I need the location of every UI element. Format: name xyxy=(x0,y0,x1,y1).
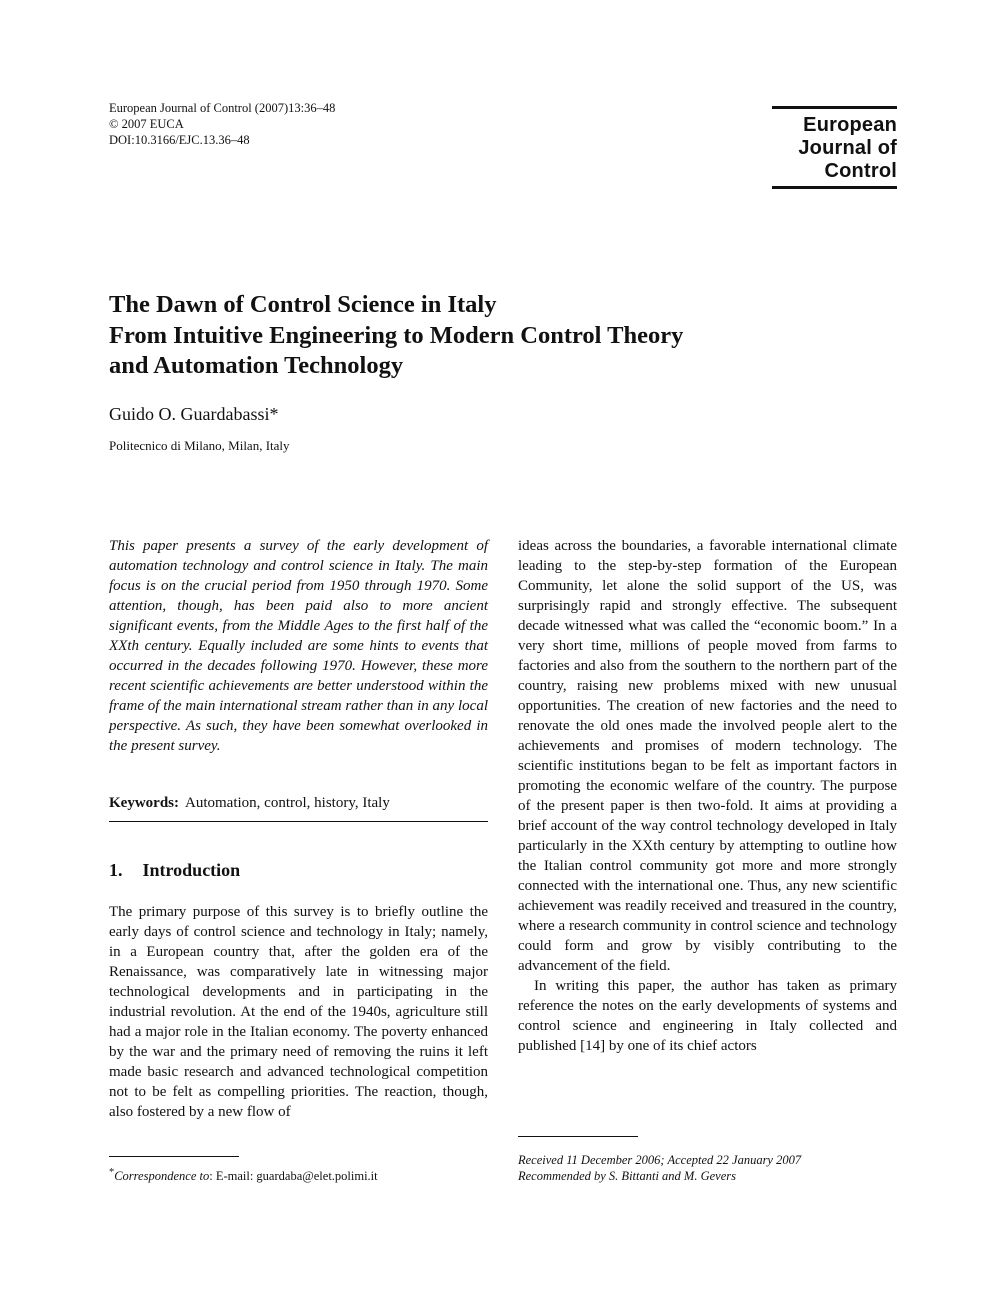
intro-text: The primary purpose of this survey is to briefly outline the early days of control science and technology in Italy; namely, in a European country that, after the golden era of the Renaissance, was comparatively late in witnessing major technological developments and in participating in the industrial revolution. At the end of the 1940s, agriculture still had a major role in the Italian economy. The poverty enhanced by the war and the primary need of removing the ruins it left made basic research and advanced technological competition not to be felt as compelling priorities. The reaction, though, also fostered by a new flow of xyxy=(109,904,488,1120)
footnote-marker: * xyxy=(109,1167,115,1178)
right-paragraph-1: ideas across the boundaries, a favorable international climate leading to the step-by-step formation of the European Community, let alone the solid support of the US, was surprisingly rapid and strongly effective. The subsequent decade witnessed what was called the “economic boom.” In a very short time, millions of people moved from farms to factories and also from the southern to the northern part of the country, raising new problems mixed with new unusual opportunities. The creation of new factories and the need to renovate the old ones made the involved people alert to the achievements and promises of modern technology. The scientific institutions began to be felt as important factors in promoting the economic welfare of the country. The purpose of the present paper is then two-fold. It aims at providing a brief account of the way control technology developed in Italy particularly in the XXth century by attempting to outline how the Italian control community got more and more strongly connected with the international one. Thus, any new scientific achievement was readily received and treasured in the country, where a research community in control science and technology could form and grow by visibly contributing to the advancement of the field. xyxy=(518,538,897,974)
title-line-3: and Automation Technology xyxy=(109,352,404,379)
section-title: Introduction xyxy=(142,860,241,880)
author-affiliation: Politecnico di Milano, Milan, Italy xyxy=(109,438,290,453)
title-line-1: The Dawn of Control Science in Italy xyxy=(109,291,497,318)
section-number: 1. xyxy=(109,860,123,880)
right-column xyxy=(518,536,897,1056)
keywords-label: Keywords: xyxy=(109,795,179,811)
logo-line-1: European xyxy=(803,114,897,136)
logo-line-3: Control xyxy=(824,160,897,182)
logo-line-2: Journal of xyxy=(798,137,897,159)
journal-logo xyxy=(772,106,897,189)
citation-header xyxy=(109,100,335,148)
journal-citation: European Journal of Control (2007)13:36–48 xyxy=(109,101,336,115)
keywords-value: Automation, control, history, Italy xyxy=(185,795,390,811)
intro-paragraph xyxy=(109,902,488,1122)
section-heading xyxy=(109,860,240,881)
received-dates: Received 11 December 2006; Accepted 22 January 2007 xyxy=(518,1153,802,1167)
paper-title xyxy=(109,290,809,382)
doi: DOI:10.3166/EJC.13.36–48 xyxy=(109,133,250,147)
copyright: © 2007 EUCA xyxy=(109,117,184,131)
abstract xyxy=(109,536,488,756)
correspondence-footnote xyxy=(109,1167,378,1184)
logo-bottom-rule xyxy=(772,186,897,189)
keywords-divider xyxy=(109,821,488,822)
title-line-2: From Intuitive Engineering to Modern Control Theory xyxy=(109,321,684,349)
abstract-text: This paper presents a survey of the early development of automation technology and control science in Italy. The main focus is on the crucial period from 1950 through 1970. Some attention, though, has been paid also to more ancient significant events, from the Middle Ages to the first half of the XXth century. Equally included are some hints to events that occurred in the decades following 1970. However, these more recent scientific achievements are better understood within the frame of the main international stream rather than in any local perspective. As such, they have been somewhat overlooked in the present survey. xyxy=(109,538,488,754)
footnote-divider-left xyxy=(109,1156,239,1157)
right-paragraph-2: In writing this paper, the author has taken as primary reference the notes on the early developments of systems and control science and engineering in Italy collected and published [14] by one of its chief actors xyxy=(518,978,897,1054)
correspondence-email: : E-mail: guardaba@elet.polimi.it xyxy=(209,1169,378,1184)
correspondence-label: Correspondence to xyxy=(114,1169,210,1184)
author-name: Guido O. Guardabassi* xyxy=(109,404,279,424)
keywords xyxy=(109,795,390,812)
submission-info xyxy=(518,1152,801,1184)
footnote-divider-right xyxy=(518,1136,638,1137)
recommended-by: Recommended by S. Bittanti and M. Gevers xyxy=(518,1169,736,1183)
